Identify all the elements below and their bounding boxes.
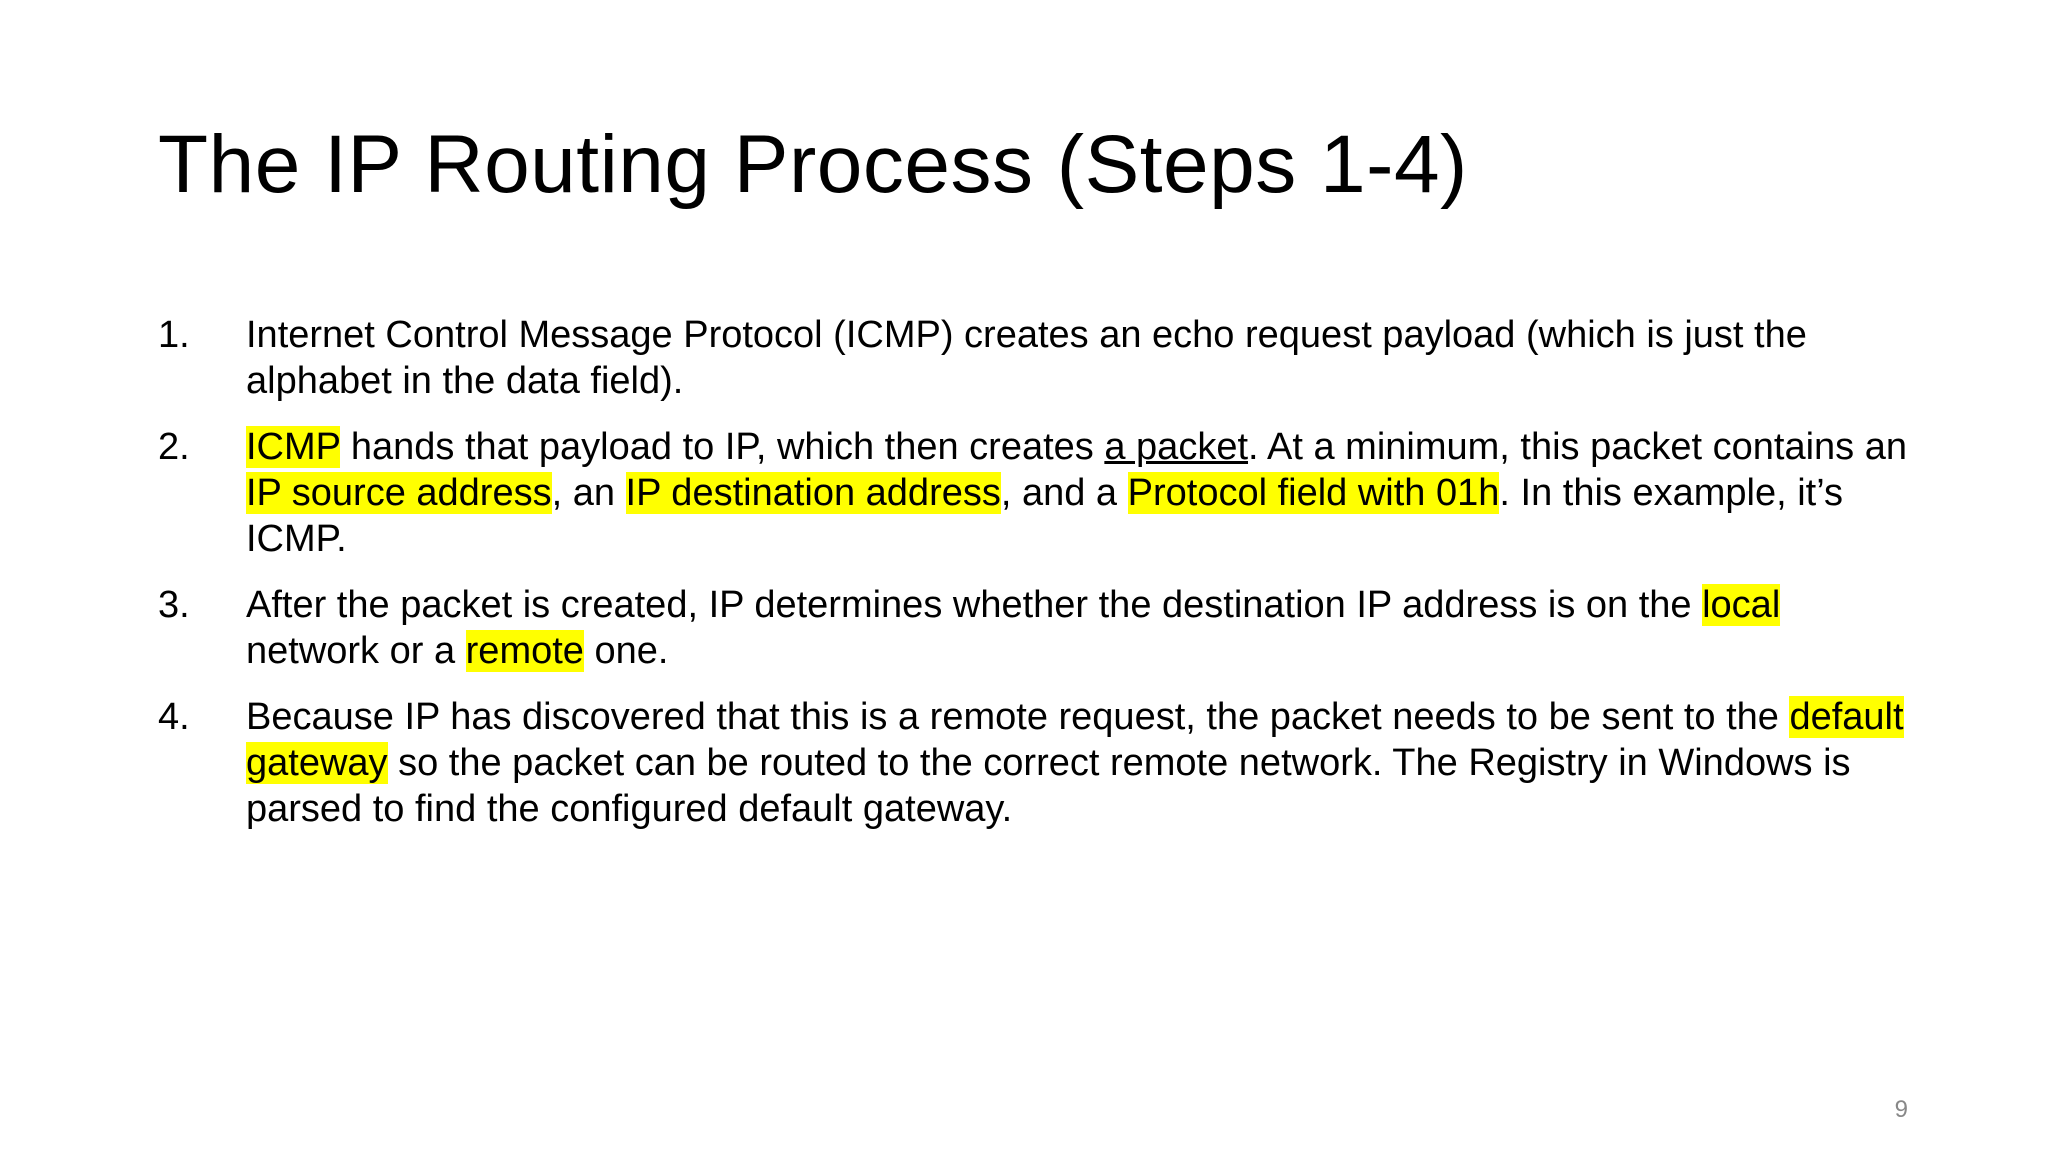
step-item xyxy=(158,582,1918,674)
underlined-term: a packet xyxy=(1104,426,1249,468)
step-number: 4. xyxy=(158,696,190,738)
highlighted-term: local xyxy=(1702,584,1781,626)
step-number: 1. xyxy=(158,314,190,356)
slide-title: The IP Routing Process (Steps 1-4) xyxy=(158,119,1468,210)
step-number: 2. xyxy=(158,426,190,468)
step-text-segment: so the packet can be routed to the correct remote network. The Registry in Windows is parsed to find the configured default gateway. xyxy=(246,742,1851,830)
highlighted-term: default gateway xyxy=(246,696,1904,784)
step-text-segment: one. xyxy=(583,630,669,672)
highlighted-term: IP source address xyxy=(246,472,552,514)
step-item xyxy=(158,312,1918,404)
step-text xyxy=(246,694,1918,832)
step-number: 3. xyxy=(158,584,190,626)
step-text xyxy=(246,312,1918,404)
highlighted-term: remote xyxy=(465,630,584,672)
step-text-segment: . In this example, it’s ICMP. xyxy=(246,472,1843,560)
page-number: 9 xyxy=(1894,1096,1908,1123)
step-item xyxy=(158,424,1918,562)
highlighted-term: IP destination address xyxy=(625,472,1001,514)
step-text-segment: network or a xyxy=(246,630,466,672)
step-text-segment: Internet Control Message Protocol (ICMP) creates an echo request payload (which is just the alphabet in the data field). xyxy=(246,314,1807,402)
step-item xyxy=(158,694,1918,832)
step-text-segment: After the packet is created, IP determines whether the destination IP address is on the xyxy=(246,584,1703,626)
step-text-segment: , an xyxy=(551,472,626,514)
highlighted-term: Protocol field with 01h xyxy=(1127,472,1500,514)
step-text-segment: , and a xyxy=(1000,472,1128,514)
step-text xyxy=(246,424,1918,562)
step-text-segment: hands that payload to IP, which then creates xyxy=(340,426,1105,468)
step-text-segment: . At a minimum, this packet contains an xyxy=(1248,426,1907,468)
highlighted-term: ICMP xyxy=(246,426,341,468)
step-text xyxy=(246,582,1918,674)
steps-list xyxy=(158,312,1918,852)
step-text-segment: Because IP has discovered that this is a remote request, the packet needs to be sent to the xyxy=(246,696,1790,738)
